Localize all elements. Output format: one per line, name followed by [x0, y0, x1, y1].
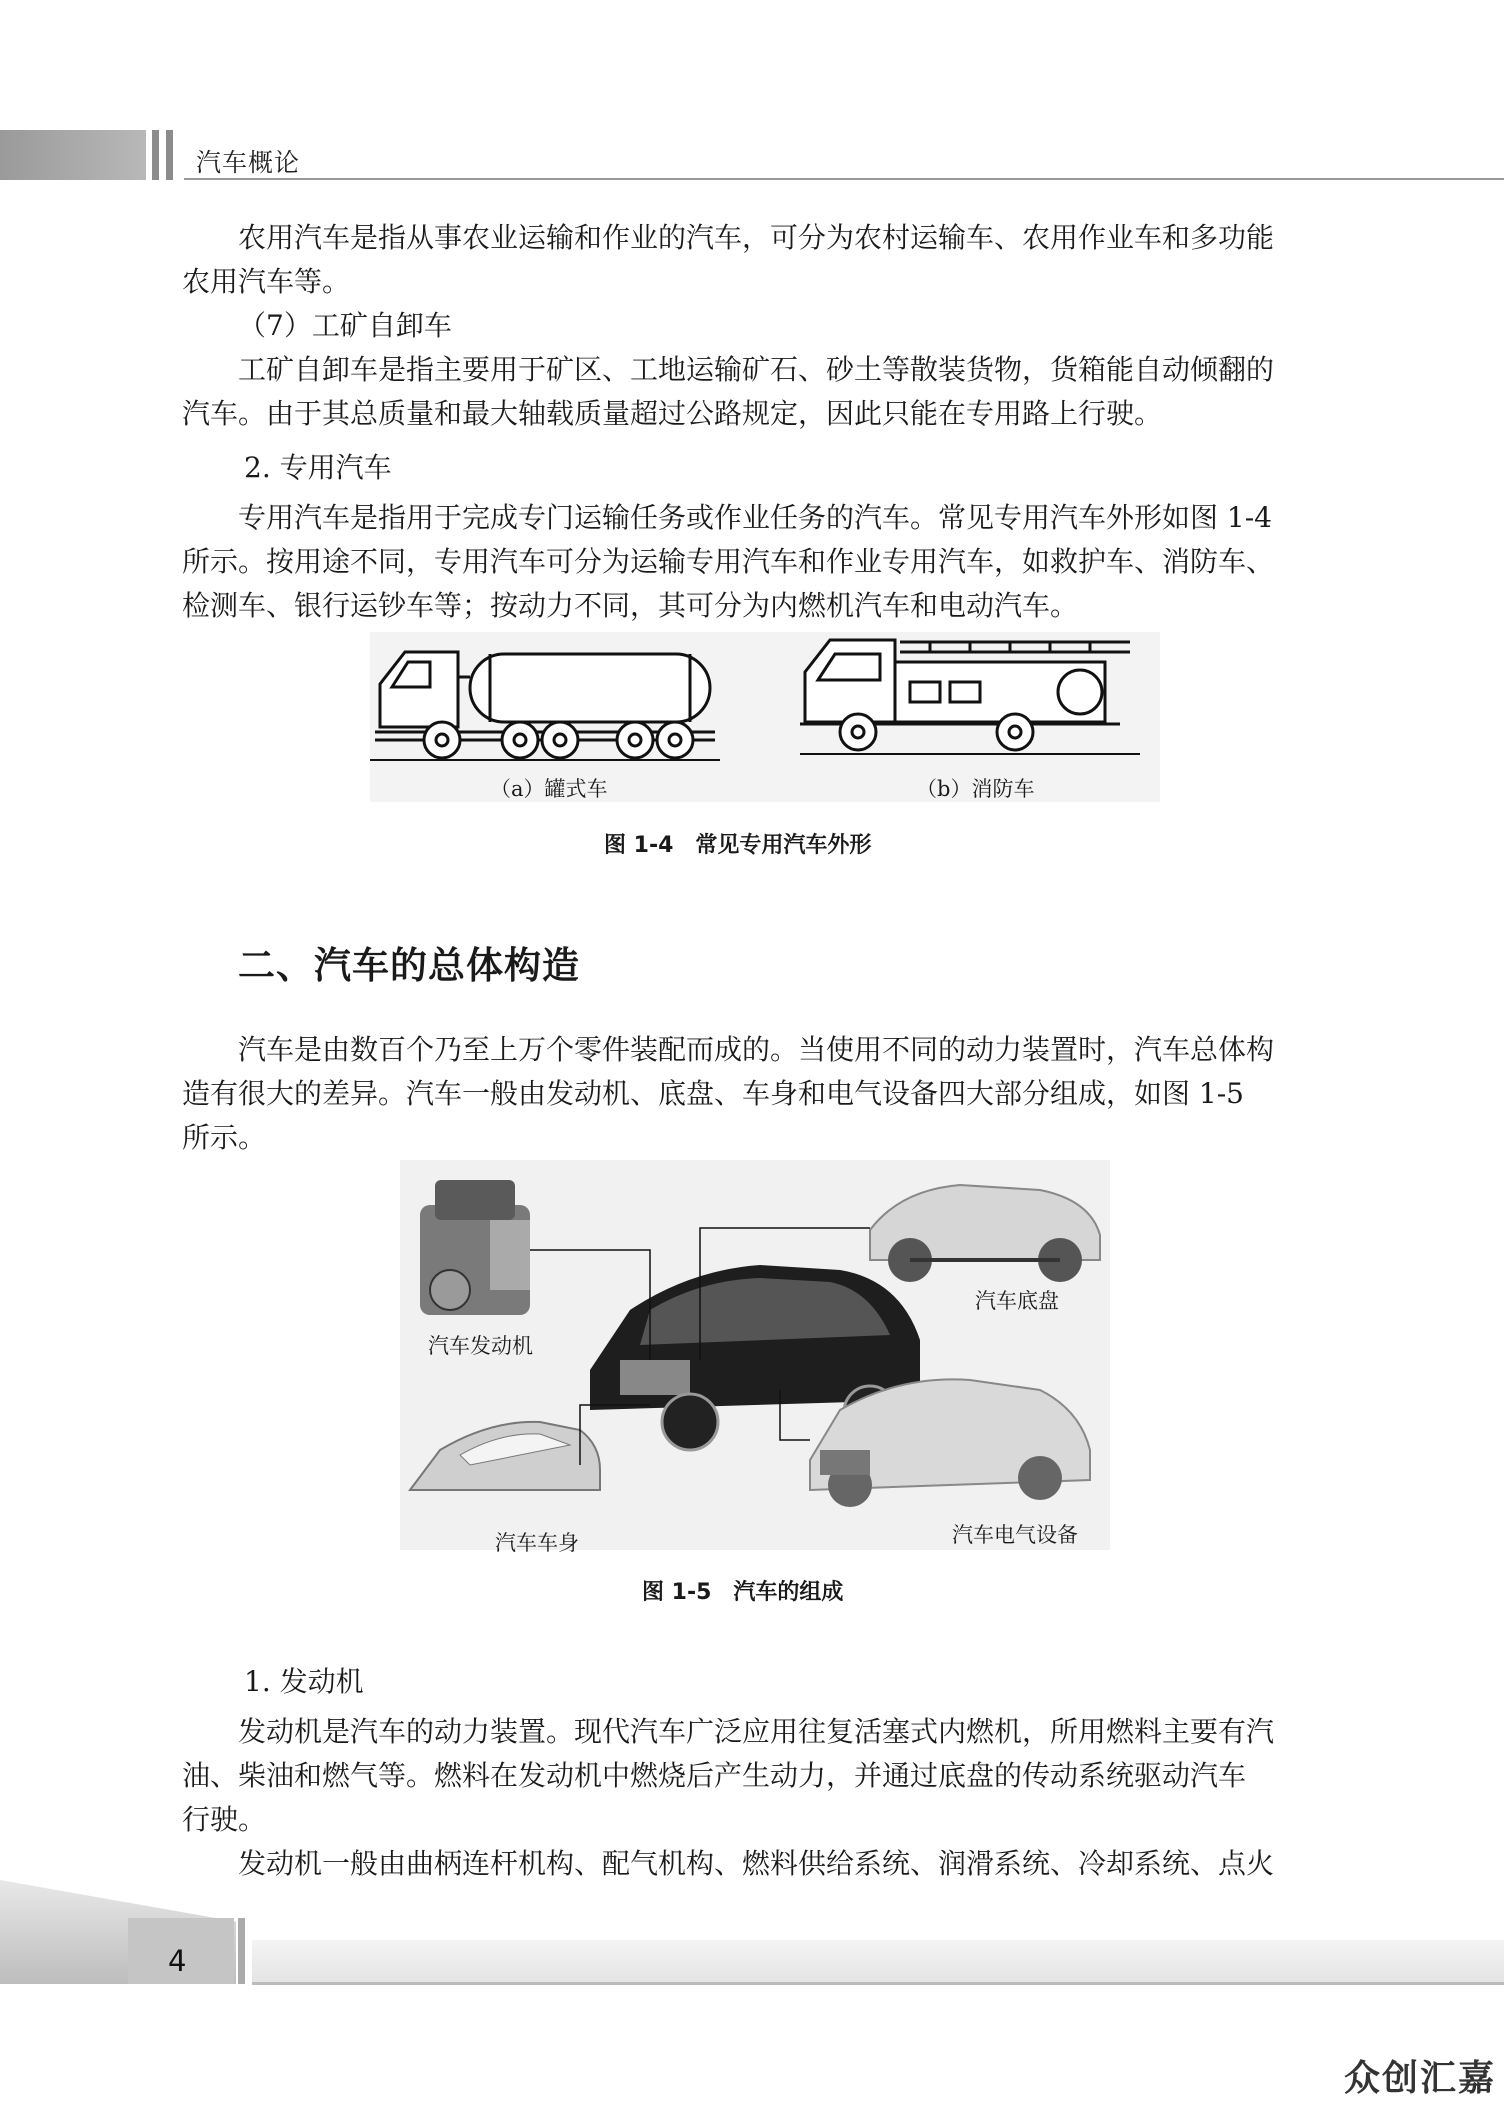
paragraph-line: 发动机一般由曲柄连杆机构、配气机构、燃料供给系统、润滑系统、冷却系统、点火 [238, 1847, 1275, 1880]
chapter-section-heading: 二、汽车的总体构造 [238, 944, 580, 987]
footer-band [252, 1940, 1504, 1984]
paragraph-line: 农用汽车是指从事农业运输和作业的汽车，可分为农村运输车、农用作业车和多功能 [238, 221, 1275, 254]
page-number: 4 [168, 1944, 187, 1978]
header-bar [152, 130, 159, 180]
paragraph-line: 所示。 [182, 1121, 267, 1154]
paragraph-line: 汽车。由于其总质量和最大轴载质量超过公路规定，因此只能在专用路上行驶。 [182, 397, 1163, 430]
label-chassis: 汽车底盘 [975, 1289, 1059, 1313]
paragraph-line: 农用汽车等。 [182, 265, 351, 298]
label-engine: 汽车发动机 [428, 1334, 533, 1358]
paragraph-line: 发动机是汽车的动力装置。现代汽车广泛应用往复活塞式内燃机，所用燃料主要有汽 [238, 1715, 1275, 1748]
label-body: 汽车车身 [495, 1531, 579, 1555]
running-header-title: 汽车概论 [196, 148, 301, 177]
header-bar [166, 130, 173, 180]
footer-bar [238, 1918, 245, 1984]
paragraph-line: 工矿自卸车是指主要用于矿区、工地运输矿石、砂土等散装货物，货箱能自动倾翻的 [238, 353, 1275, 386]
section-heading: 2. 专用汽车 [244, 451, 392, 484]
paragraph-line: 汽车是由数百个乃至上万个零件装配而成的。当使用不同的动力装置时，汽车总体构 [238, 1033, 1275, 1066]
section-heading: 1. 发动机 [244, 1665, 364, 1698]
figure-1-4-sub-a: （a）罐式车 [490, 777, 608, 801]
paragraph-line: 检测车、银行运钞车等；按动力不同，其可分为内燃机汽车和电动汽车。 [182, 589, 1079, 622]
figure-1-4-sub-b: （b）消防车 [916, 777, 1035, 801]
paragraph-line: 油、柴油和燃气等。燃料在发动机中燃烧后产生动力，并通过底盘的传动系统驱动汽车 [182, 1759, 1247, 1792]
watermark: 众创汇嘉 [1343, 2058, 1496, 2099]
paragraph-line: 行驶。 [182, 1803, 267, 1836]
paragraph-line: 所示。按用途不同，专用汽车可分为运输专用汽车和作业专用汽车，如救护车、消防车、 [182, 545, 1275, 578]
label-electric: 汽车电气设备 [952, 1523, 1078, 1547]
figure-1-5-caption: 图 1-5 汽车的组成 [642, 1580, 844, 1605]
figure-1-4 [370, 632, 1160, 802]
header-decoration [0, 130, 146, 180]
footer-rule [252, 1982, 1504, 1985]
header-rule [184, 178, 1504, 180]
list-item-heading: （7）工矿自卸车 [238, 309, 452, 342]
engine-illustration [420, 1180, 530, 1315]
figure-1-4-caption: 图 1-4 常见专用汽车外形 [604, 833, 872, 858]
paragraph-line: 造有很大的差异。汽车一般由发动机、底盘、车身和电气设备四大部分组成，如图 1-5 [182, 1077, 1244, 1110]
paragraph-line: 专用汽车是指用于完成专门运输任务或作业任务的汽车。常见专用汽车外形如图 1-4 [238, 501, 1272, 534]
